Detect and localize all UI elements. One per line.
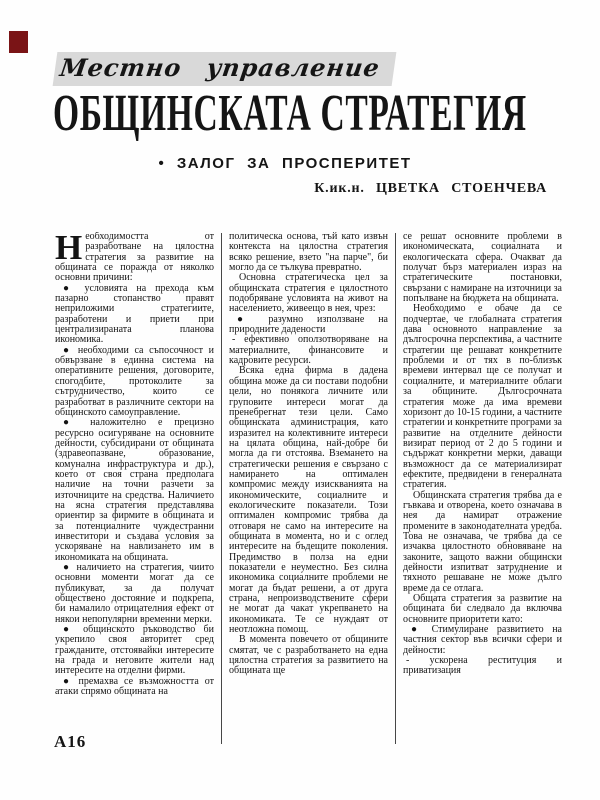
paragraph: ● разумно използване на природните дадености [229,313,388,336]
author-byline: К.ик.н. ЦВЕТКА СТОЕНЧЕВА [314,181,547,196]
drop-cap: Н [55,232,83,267]
lead-text: еобходимостта от разработване на цялостна стратегия за развитие на общината се поражда от няколко основни причини: [55,232,214,284]
page-number: А16 [54,732,87,751]
paragraph: Необходимо е обаче да се подчертае, че глобалната стратегия дава основното направление за дългосрочна перспектива, а частните стратегии ще решават конкретните проблеми и от тях в по-близък времеви интервал ще се получат и социалните, и материалните облаги за общините. Дългосрочната стратегия може да има времеви хоризонт до 10-15 години, а частните стратегии и конкретните програми за развитие на отделните дейности визират период от 2 до 5 години и съдържат конкретни мерки, даващи възможност да се материализират ефектите, предвидени в генералната стратегия. [403,303,562,491]
paragraph: Основна стратегическа цел за общинската стратегия е цялостното подобряване условията на живот на населението, живеещо в нея, чрез: [229,272,388,315]
column-divider [395,233,396,744]
article-subtitle: • ЗАЛОГ ЗА ПРОСПЕРИТЕТ [158,155,412,172]
section-kicker: Местно управление [53,52,396,86]
paragraph: ● необходими са съпосочност и обвързване в единна система на оперативните решения, договорите, спогодбите, протоколите за сътрудничество, които се разработват в различните сектори на общинското самоуправление. [55,344,214,418]
paragraph: Общинската стратегия трябва да е гъвкава и отворена, което означава в нея да намират отражение промените в законодателната уредба. Това не означава, че трябва да се изчаква цялостното обновяване на законите, защото важни общински дейности изпитват затруднение и тяхното решаване не може дълго време да се отлага. [403,489,562,594]
column-divider [221,233,222,744]
paragraph: ● наличието на стратегия, чиито основни моменти могат да се публикуват, за да получат обществено достояние и подкрепа, би намалило отрицателния ефект от някои непопулярни временни мерки. [55,562,214,625]
paragraph: ● общинското ръководство би укрепило своя авторитет сред гражданите, отстоявайки интересите на града и неговите жители над интересите на отделни фирми. [55,624,214,677]
lead-paragraph [55,232,214,284]
paragraph: се решат основните проблеми в икономическата, социалната и екологическата сфера. Очакват да получат бърз материален израз на стратегическите постановки, свързани с намиране на източници за попълване на бюджета на общината. [403,232,562,305]
paragraph: - ускорена реституция и приватизация [403,655,562,677]
column-2 [229,232,388,744]
paragraph: В момента повечето от общините смятат, че с разработването на една цялостна стратегия за развитието на общината ще [229,634,388,677]
article-title: ОБЩИНСКАТА СТРАТЕГИЯ [53,85,527,142]
paragraph: политическа основа, тъй като извън контекста на цялостна стратегия всяко решение, взето "на парче", би могло да се тълкува превратно. [229,232,388,274]
paragraph: - ефективно оползотворяване на материалните, финансовите и кадровите ресурси. [229,334,388,367]
paragraph: Всяка една фирма в дадена община може да си постави подобни цели, но понякога личните или груповите интереси могат да пренебрегнат тези цели. Само общинската администрация, като изразител на колективните интереси на цялата община, най-добре би могла да ги отстоява. Вземането на стратегически решения е свързано с намирането на оптимален компромис между изискванията на икономическите, социалните и екологическите показатели. Този оптимален компромис трябва да отговаря не само на интересите на общината в момента, но и с оглед интересите на бъдещите поколения. Предимство в полза на едни показатели е неуместно. Без силна икономика социалните проблеми не могат да бъдат решени, а от друга страна, непроизводствените сфери не могат да чакат укрепването на икономиката. Те се нуждаят от неотложна помощ. [229,365,388,636]
column-1 [55,232,214,744]
paragraph: ● наложително е прецизно ресурсно осигуряване на основните дейности, субсидирани от общината (здравеопазване, образование, комунална инфраструктура и др.), което от своя страна предполага наличие на точни разчети за източниците на средства. Наличието на ясна стратегия представлява ориентир за фирмите в общината и за потенциалните чуждестранни инвеститори и създава условия за ускоряване на навлизането им в икономиката на общината. [55,417,214,563]
paragraph: Общата стратегия за развитие на общината би следвало да включва основните приоритети като: [403,593,562,625]
column-3 [403,232,562,744]
paragraph: ● Стимулиране развитието на частния сектор във всички сфери и дейности: [403,624,562,656]
article-body [55,232,566,744]
paragraph: ● условията на прехода към пазарно стопанство правят неприложими стратегиите, разработени и приети при централизираната планова икономика. [55,282,214,346]
paragraph: ● премахва се възможността от атаки спрямо общината на [55,675,214,698]
red-corner-mark [9,31,28,53]
